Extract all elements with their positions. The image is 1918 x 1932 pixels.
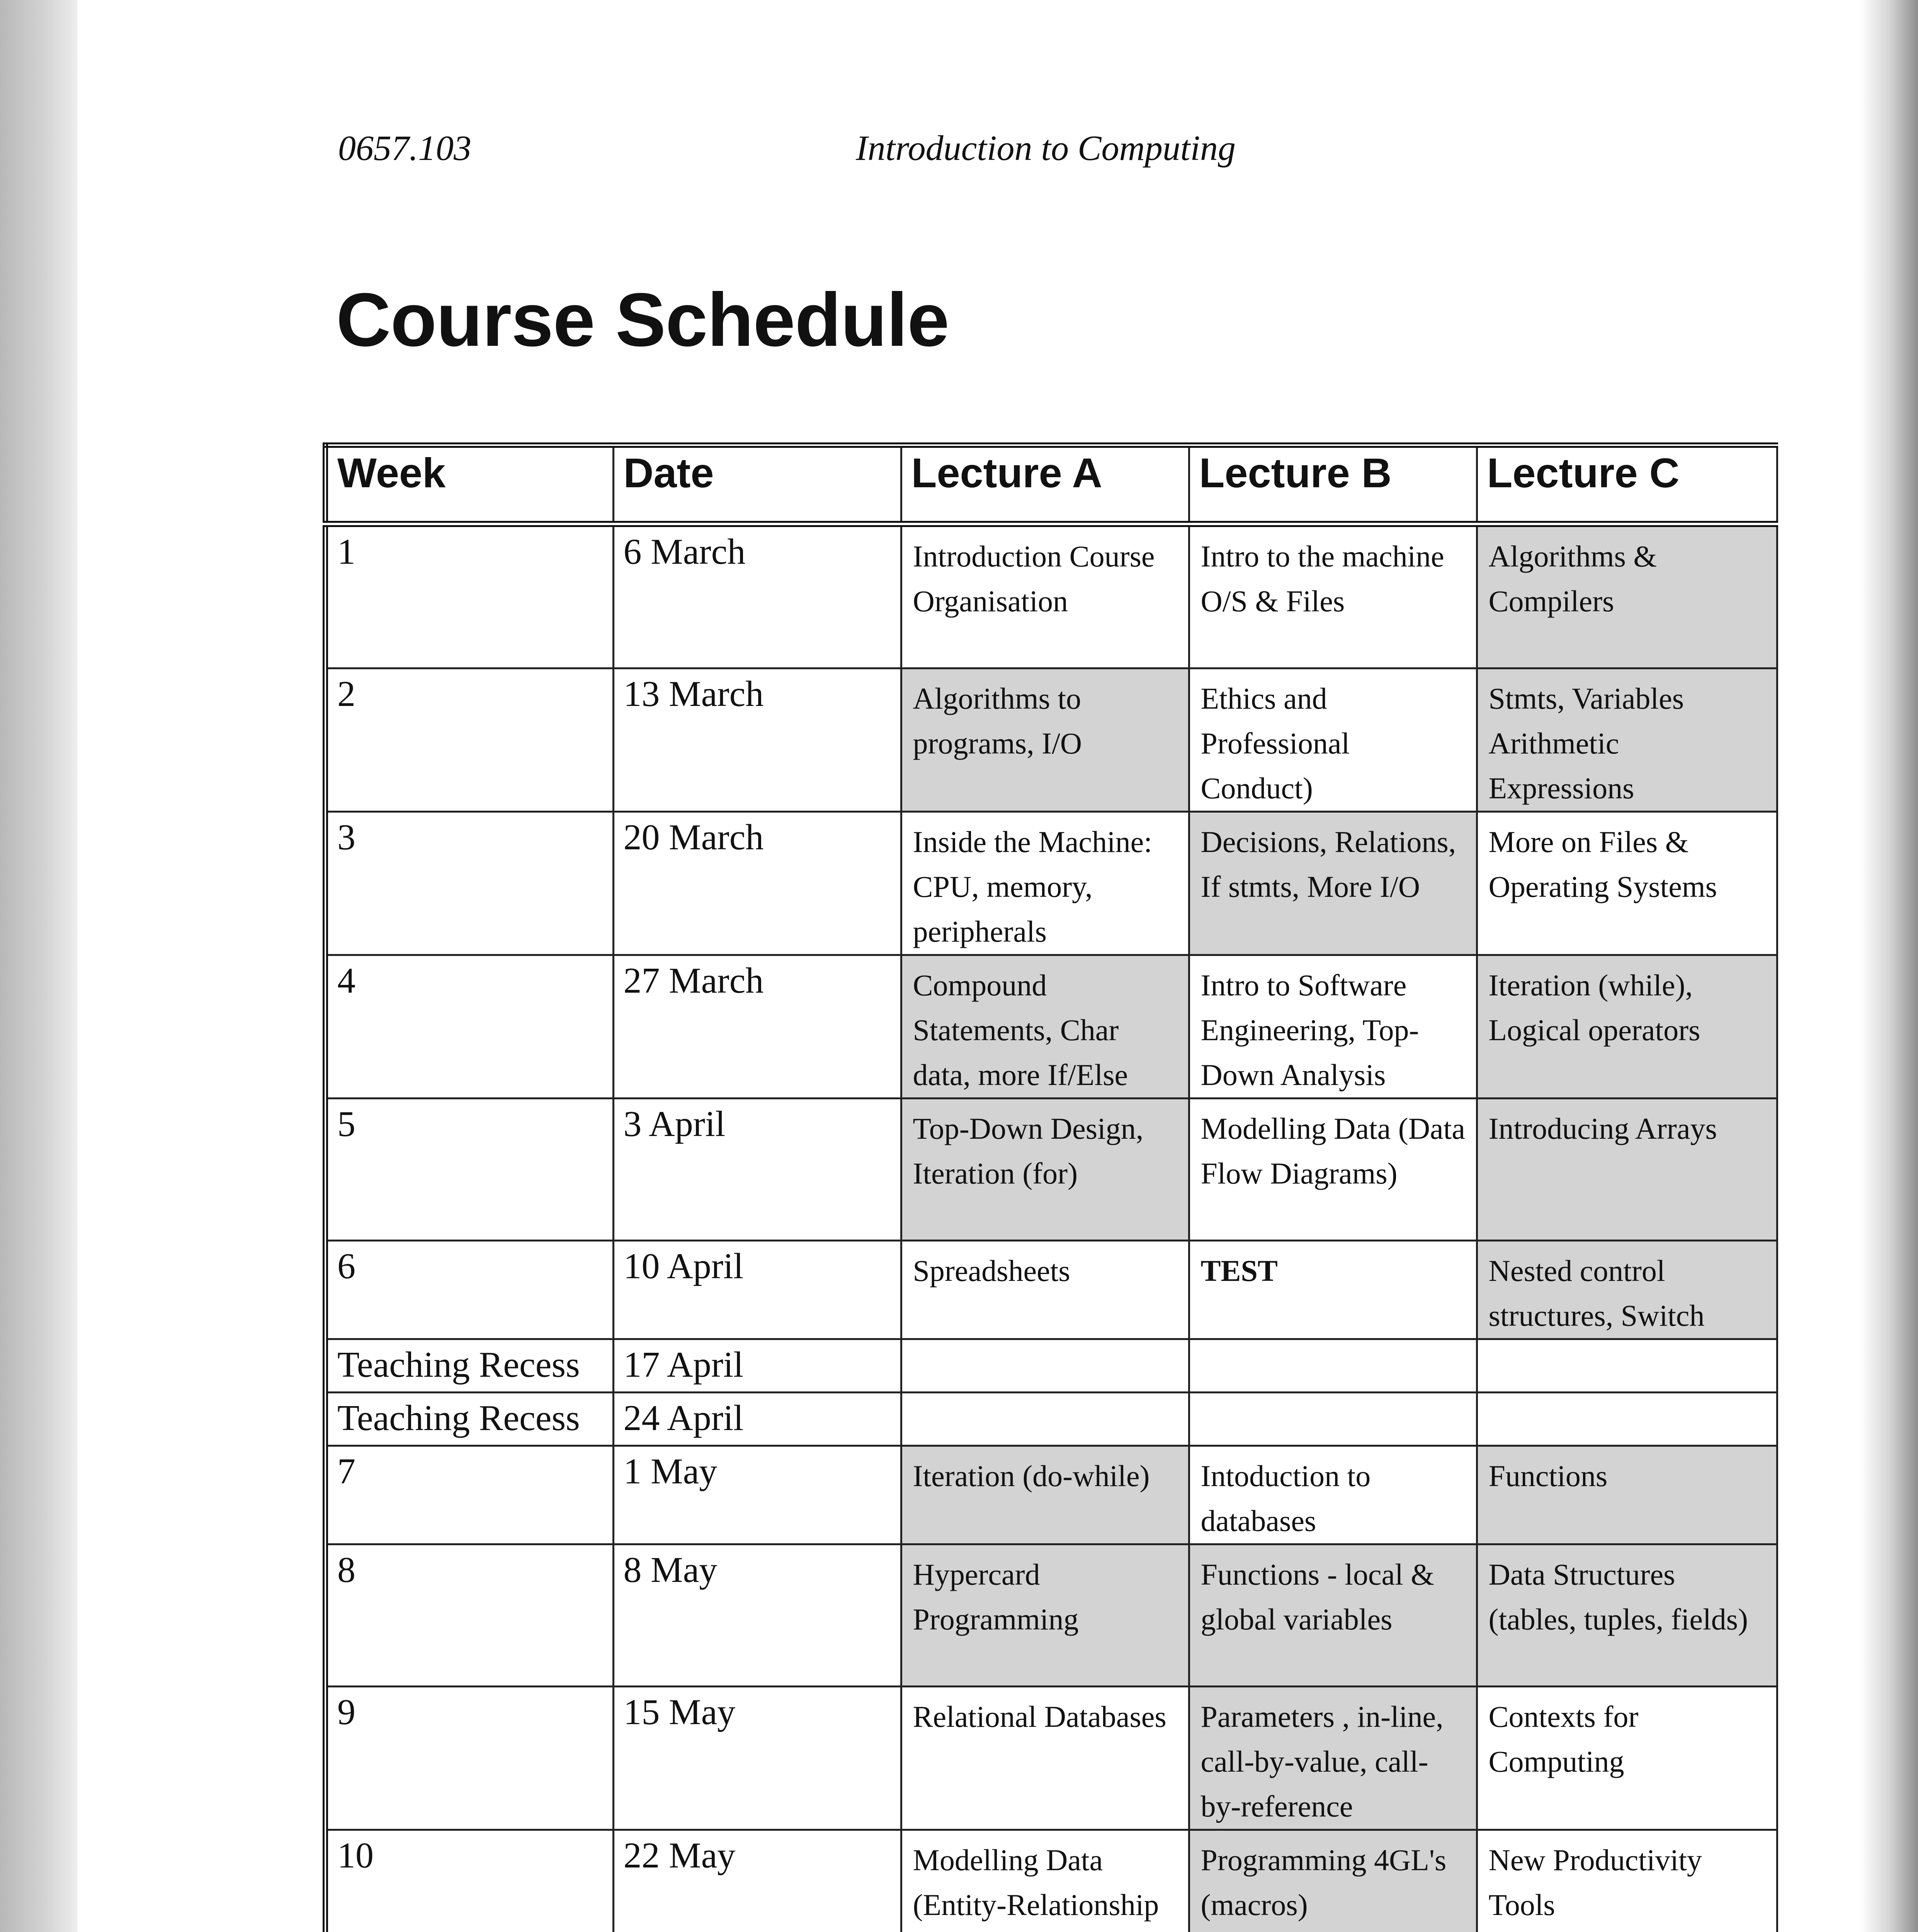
week-cell: 6 [325,1241,613,1339]
lecture-a-cell [901,1393,1189,1446]
lecture-b-cell: Ethics and Professional Conduct) [1189,668,1477,812]
lecture-a-cell: Compound Statements, Char data, more If/Else [901,955,1189,1099]
week-cell: 10 [325,1830,613,1932]
table-row [325,1393,1777,1446]
lecture-c-cell: Introducing Arrays [1477,1099,1777,1241]
table-row [325,668,1777,812]
week-cell: 4 [325,955,613,1099]
table-row [325,812,1777,955]
lecture-c-cell: New Productivity Tools [1477,1830,1777,1932]
lecture-b-cell: Intoduction to databases [1189,1446,1477,1544]
lecture-b-cell [1189,1339,1477,1393]
column-header-lecture-a: Lecture A [901,445,1189,524]
date-cell: 6 March [613,524,901,668]
lecture-a-cell: Top-Down Design, Iteration (for) [901,1099,1189,1241]
date-cell: 22 May [613,1830,901,1932]
week-cell: 2 [325,668,613,812]
lecture-a-cell: Inside the Machine: CPU, memory, peripherals [901,812,1189,955]
table-row [325,1544,1777,1687]
column-header-week: Week [325,445,613,524]
header-row [325,445,1777,524]
table-row [325,1446,1777,1544]
lecture-c-cell: Nested control structures, Switch [1477,1241,1777,1339]
lecture-b-cell: Intro to Software Engineering, Top-Down Analysis [1189,955,1477,1099]
lecture-a-cell: Iteration (do-while) [901,1446,1189,1544]
lecture-b-cell: Intro to the machine O/S & Files [1189,524,1477,668]
table-row [325,1241,1777,1339]
page-title: Course Schedule [336,277,949,362]
lecture-b-cell: TEST [1189,1241,1477,1339]
table-row [325,1687,1777,1830]
lecture-c-cell: Algorithms & Compilers [1477,524,1777,668]
week-cell: 9 [325,1687,613,1830]
table-row [325,1830,1777,1932]
date-cell: 27 March [613,955,901,1099]
lecture-b-cell: Programming 4GL's (macros) [1189,1830,1477,1932]
date-cell: 3 April [613,1099,901,1241]
date-cell: 10 April [613,1241,901,1339]
week-cell: Teaching Recess [325,1339,613,1393]
lecture-c-cell: Functions [1477,1446,1777,1544]
column-header-lecture-b: Lecture B [1189,445,1477,524]
lecture-b-cell: Parameters , in-line, call-by-value, call-by-reference [1189,1687,1477,1830]
date-cell: 17 April [613,1339,901,1393]
week-cell: 1 [325,524,613,668]
course-title: Introduction to Computing [856,128,1236,168]
week-cell: Teaching Recess [325,1393,613,1446]
table-row [325,955,1777,1099]
date-cell: 8 May [613,1544,901,1687]
week-cell: 8 [325,1544,613,1687]
column-header-date: Date [613,445,901,524]
lecture-a-cell: Algorithms to programs, I/O [901,668,1189,812]
lecture-a-cell: Spreadsheets [901,1241,1189,1339]
lecture-c-cell: Contexts for Computing [1477,1687,1777,1830]
lecture-c-cell: Stmts, Variables Arithmetic Expressions [1477,668,1777,812]
table-row [325,1339,1777,1393]
week-cell: 7 [325,1446,613,1544]
date-cell: 13 March [613,668,901,812]
scan-edge-right [1860,0,1918,1932]
date-cell: 20 March [613,812,901,955]
lecture-c-cell [1477,1393,1777,1446]
date-cell: 1 May [613,1446,901,1544]
week-cell: 5 [325,1099,613,1241]
date-cell: 24 April [613,1393,901,1446]
lecture-c-cell [1477,1339,1777,1393]
scan-edge-left [0,0,77,1932]
table-row [325,524,1777,668]
schedule-table [323,442,1778,1932]
lecture-b-cell: Modelling Data (Data Flow Diagrams) [1189,1099,1477,1241]
lecture-c-cell: Data Structures (tables, tuples, fields) [1477,1544,1777,1687]
course-code: 0657.103 [338,128,471,168]
lecture-b-cell [1189,1393,1477,1446]
lecture-a-cell [901,1339,1189,1393]
lecture-c-cell: Iteration (while), Logical operators [1477,955,1777,1099]
table-row [325,1099,1777,1241]
lecture-b-cell: Decisions, Relations, If stmts, More I/O [1189,812,1477,955]
lecture-a-cell: Relational Databases [901,1687,1189,1830]
lecture-a-cell: Hypercard Programming [901,1544,1189,1687]
lecture-c-cell: More on Files & Operating Systems [1477,812,1777,955]
date-cell: 15 May [613,1687,901,1830]
lecture-a-cell: Introduction Course Organisation [901,524,1189,668]
lecture-b-cell: Functions - local & global variables [1189,1544,1477,1687]
lecture-a-cell: Modelling Data (Entity-Relationship [901,1830,1189,1932]
column-header-lecture-c: Lecture C [1477,445,1777,524]
week-cell: 3 [325,812,613,955]
